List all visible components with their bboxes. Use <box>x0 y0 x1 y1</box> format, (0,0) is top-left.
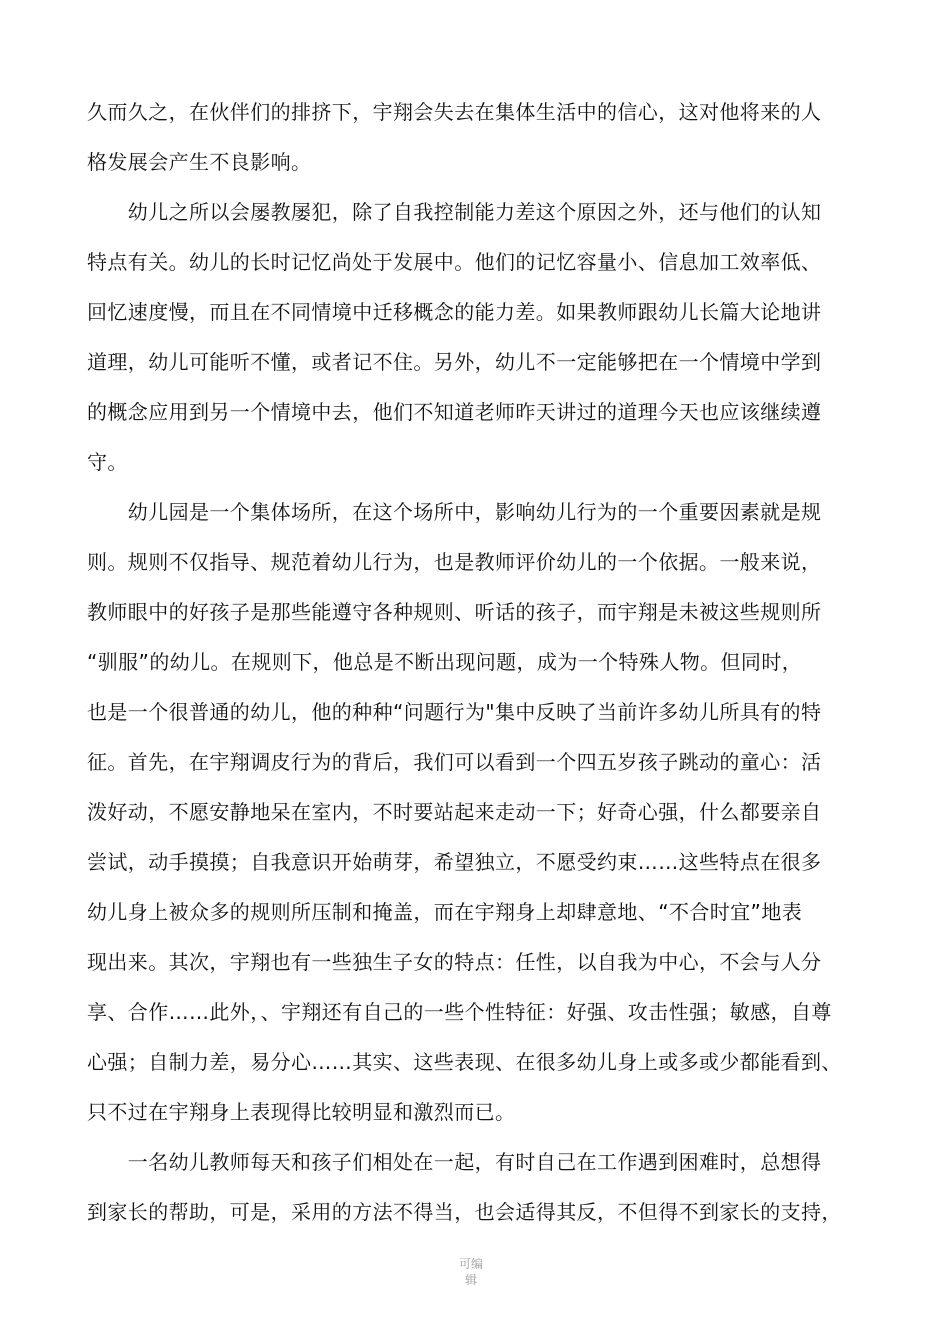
text-line: 的概念应用到另一个情境中去，他们不知道老师昨天讲过的道理今天也应该继续遵 <box>87 400 822 424</box>
text-line: 泼好动，不愿安静地呆在室内，不时要站起来走动一下；好奇心强，什么都要亲自 <box>87 800 822 824</box>
text-line: “驯服”的幼儿。在规则下，他总是不断出现问题，成为一个特殊人物。但同时， <box>87 650 803 674</box>
text-line: 回忆速度慢，而且在不同情境中迁移概念的能力差。如果教师跟幼儿长篇大论地讲 <box>87 300 822 324</box>
text-line: 现出来。其次，宇翔也有一些独生子女的特点：任性，以自我为中心，不会与人分 <box>87 950 822 974</box>
text-line: 道理，幼儿可能听不懂，或者记不住。另外，幼儿不一定能够把在一个情境中学到 <box>87 350 822 374</box>
text-line: 只不过在宇翔身上表现得比较明显和激烈而已。 <box>87 1100 516 1124</box>
text-line: 格发展会产生不良影响。 <box>87 150 312 174</box>
text-line: 也是一个很普通的幼儿，他的种种“问题行为"集中反映了当前许多幼儿所具有的特 <box>87 700 822 724</box>
text-line: 心强；自制力差，易分心……其实、这些表现、在很多幼儿身上或多或少都能看到、 <box>87 1050 842 1074</box>
text-line: 一名幼儿教师每天和孩子们相处在一起，有时自己在工作遇到困难时，总想得 <box>87 1150 822 1174</box>
text-line: 享、合作……此外，、宇翔还有自己的一些个性特征：好强、攻击性强；敏感，自尊 <box>87 1000 832 1024</box>
text-line: 久而久之，在伙伴们的排挤下，宇翔会失去在集体生活中的信心，这对他将来的人 <box>87 100 822 124</box>
text-line: 征。首先，在宇翔调皮行为的背后，我们可以看到一个四五岁孩子跳动的童心：活 <box>87 750 822 774</box>
page-footer: 可编辑 <box>458 1257 483 1287</box>
text-line: 幼儿之所以会屡教屡犯，除了自我控制能力差这个原因之外，还与他们的认知 <box>87 200 822 224</box>
text-line: 幼儿园是一个集体场所，在这个场所中，影响幼儿行为的一个重要因素就是规 <box>87 500 822 524</box>
text-line: 特点有关。幼儿的长时记忆尚处于发展中。他们的记忆容量小、信息加工效率低、 <box>87 250 822 274</box>
text-line: 幼儿身上被众多的规则所压制和掩盖，而在宇翔身上却肆意地、“不合时宜”地表 <box>87 900 803 924</box>
text-line: 守。 <box>87 450 128 474</box>
text-line: 尝试，动手摸摸；自我意识开始萌芽，希望独立，不愿受约束……这些特点在很多 <box>87 850 822 874</box>
text-line: 教师眼中的好孩子是那些能遵守各种规则、听话的孩子，而宇翔是未被这些规则所 <box>87 600 822 624</box>
text-line: 到家长的帮助，可是，采用的方法不得当，也会适得其反，不但得不到家长的支持， <box>87 1200 842 1224</box>
text-line: 则。规则不仅指导、规范着幼儿行为，也是教师评价幼儿的一个依据。一般来说， <box>87 550 822 574</box>
